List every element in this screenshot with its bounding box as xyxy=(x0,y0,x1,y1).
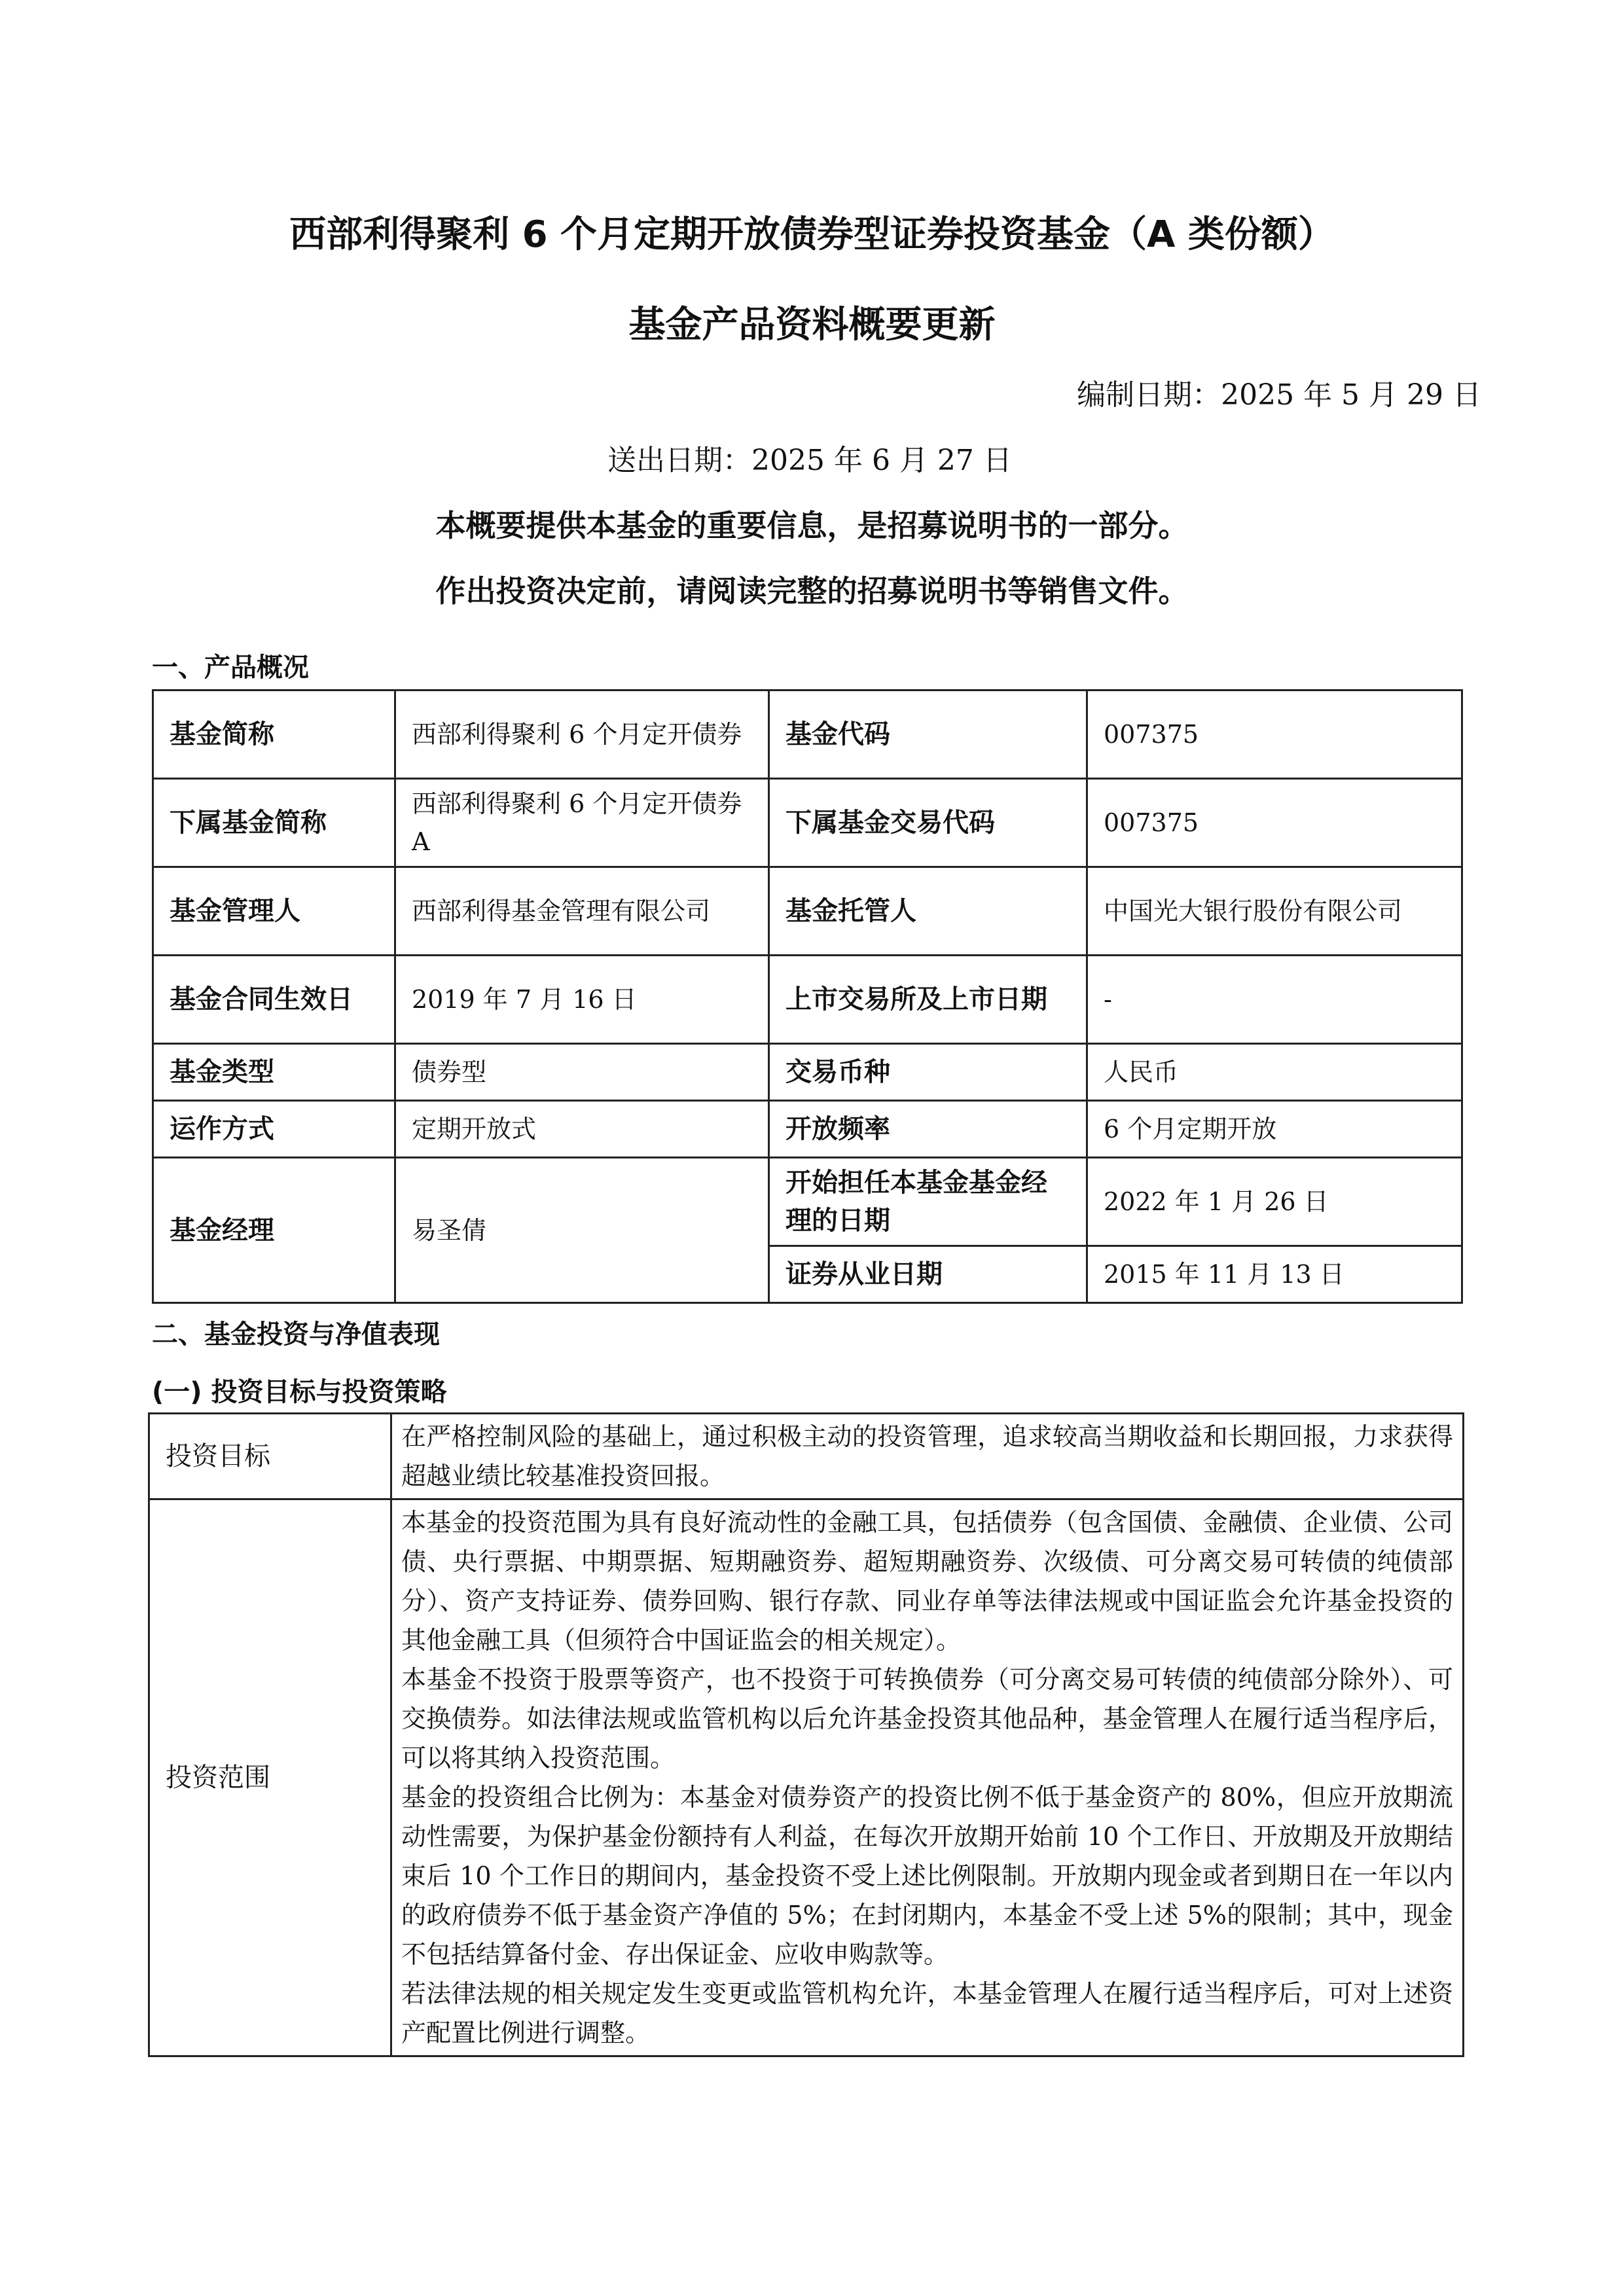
sub-fund-short-name-value: 西部利得聚利 6 个月定开债券 A xyxy=(395,779,769,867)
scope-paragraph-1: 本基金的投资范围为具有良好流动性的金融工具，包括债券（包含国债、金融债、企业债、公司债、央行票据、中期票据、短期融资券、超短期融资券、次级债、可分离交易可转债的纯债部分）、资产支持证券、债券回购、银行存款、同业存单等法律法规或中国证监会允许基金投资的其他金融工具（但须符合中国证监会的相关规定）。 xyxy=(401,1508,1453,1655)
trading-currency-label: 交易币种 xyxy=(769,1044,1087,1101)
section-heading-investment-performance: 二、基金投资与净值表现 xyxy=(152,1319,440,1350)
investment-objective-value: 在严格控制风险的基础上，通过积极主动的投资管理，追求较高当期收益和长期回报，力求获得超越业绩比较基准投资回报。 xyxy=(391,1414,1464,1499)
fund-code-label: 基金代码 xyxy=(769,691,1087,779)
contract-effective-date-value: 2019 年 7 月 16 日 xyxy=(395,956,769,1044)
subsection-heading-objective-strategy: (一) 投资目标与投资策略 xyxy=(152,1377,447,1407)
manager-start-date-value: 2022 年 1 月 26 日 xyxy=(1087,1158,1462,1246)
notice-line1: 本概要提供本基金的重要信息，是招募说明书的一部分。 xyxy=(435,508,1189,543)
table-row xyxy=(153,1044,1462,1101)
listing-exchange-value: - xyxy=(1087,956,1462,1044)
fund-manager-company-label: 基金管理人 xyxy=(153,867,395,956)
table-row xyxy=(153,779,1462,867)
fund-custodian-value: 中国光大银行股份有限公司 xyxy=(1087,867,1462,956)
fund-manager-company-value: 西部利得基金管理有限公司 xyxy=(395,867,769,956)
document-title-line2: 基金产品资料概要更新 xyxy=(628,304,996,346)
scope-paragraph-4: 若法律法规的相关规定发生变更或监管机构允许，本基金管理人在履行适当程序后，可对上述资产配置比例进行调整。 xyxy=(401,1979,1453,2047)
table-row xyxy=(153,867,1462,956)
product-overview-table xyxy=(152,689,1463,1304)
open-frequency-value: 6 个月定期开放 xyxy=(1087,1101,1462,1158)
fund-short-name-value: 西部利得聚利 6 个月定开债券 xyxy=(395,691,769,779)
section-heading-product-overview: 一、产品概况 xyxy=(152,653,309,683)
table-row xyxy=(153,956,1462,1044)
operation-mode-label: 运作方式 xyxy=(153,1101,395,1158)
manager-start-date-label: 开始担任本基金基金经理的日期 xyxy=(769,1158,1087,1246)
document-title-line1: 西部利得聚利 6 个月定期开放债券型证券投资基金（A 类份额） xyxy=(289,213,1335,256)
fund-short-name-label: 基金简称 xyxy=(153,691,395,779)
fund-manager-label: 基金经理 xyxy=(153,1158,395,1303)
career-start-date-label: 证券从业日期 xyxy=(769,1246,1087,1303)
table-row xyxy=(153,691,1462,779)
career-start-date-value: 2015 年 11 月 13 日 xyxy=(1087,1246,1462,1303)
compile-date: 编制日期：2025 年 5 月 29 日 xyxy=(1077,378,1481,412)
scope-paragraph-3: 基金的投资组合比例为：本基金对债券资产的投资比例不低于基金资产的 80%，但应开放期流动性需要，为保护基金份额持有人利益，在每次开放期开始前 10 个工作日、开放期及开放期结束后 10 个工作日的期间内，基金投资不受上述比例限制。开放期内现金或者到期日在一年以内的政府债券不低于基金资产净值的 5%；在封闭期内，本基金不受上述 5%的限制；其中，现金不包括结算备付金、存出保证金、应收申购款等。 xyxy=(401,1783,1453,1969)
contract-effective-date-label: 基金合同生效日 xyxy=(153,956,395,1044)
operation-mode-value: 定期开放式 xyxy=(395,1101,769,1158)
fund-type-value: 债券型 xyxy=(395,1044,769,1101)
send-date: 送出日期：2025 年 6 月 27 日 xyxy=(607,444,1012,477)
scope-paragraph-2: 本基金不投资于股票等资产，也不投资于可转换债券（可分离交易可转债的纯债部分除外）、可交换债券。如法律法规或监管机构以后允许基金投资其他品种，基金管理人在履行适当程序后，可以将其纳入投资范围。 xyxy=(401,1665,1453,1772)
sub-fund-short-name-label: 下属基金简称 xyxy=(153,779,395,867)
investment-strategy-table xyxy=(148,1412,1464,2057)
fund-type-label: 基金类型 xyxy=(153,1044,395,1101)
table-row xyxy=(149,1414,1464,1499)
sub-fund-trading-code-value: 007375 xyxy=(1087,779,1462,867)
listing-exchange-label: 上市交易所及上市日期 xyxy=(769,956,1087,1044)
fund-manager-name: 易圣倩 xyxy=(395,1158,769,1303)
fund-code-value: 007375 xyxy=(1087,691,1462,779)
trading-currency-value: 人民币 xyxy=(1087,1044,1462,1101)
investment-scope-label: 投资范围 xyxy=(149,1499,391,2056)
sub-fund-trading-code-label: 下属基金交易代码 xyxy=(769,779,1087,867)
table-row xyxy=(149,1499,1464,2056)
table-row xyxy=(153,1158,1462,1246)
open-frequency-label: 开放频率 xyxy=(769,1101,1087,1158)
investment-objective-label: 投资目标 xyxy=(149,1414,391,1499)
table-row xyxy=(153,1101,1462,1158)
fund-custodian-label: 基金托管人 xyxy=(769,867,1087,956)
investment-scope-value xyxy=(391,1499,1464,2056)
notice-line2: 作出投资决定前，请阅读完整的招募说明书等销售文件。 xyxy=(435,573,1189,609)
